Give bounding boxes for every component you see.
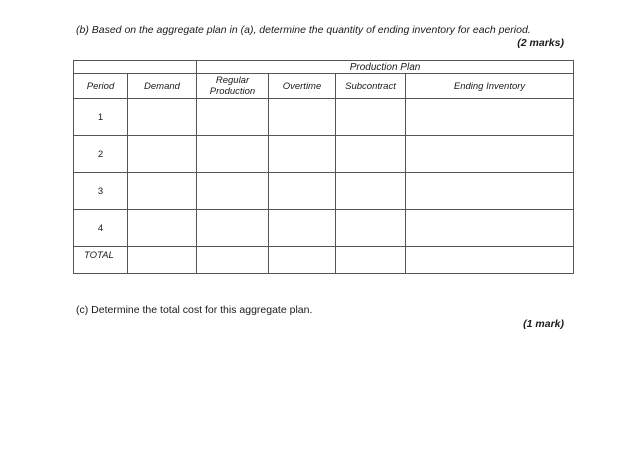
overtime-total-cell: [269, 247, 336, 274]
table-row: [74, 136, 574, 173]
demand-total-cell: [128, 247, 197, 274]
table-row: [74, 173, 574, 210]
demand-cell: [128, 210, 197, 247]
column-header-overtime: Overtime: [269, 74, 336, 99]
subcontract-cell: [336, 136, 406, 173]
subcontract-cell: [336, 99, 406, 136]
question-c-marks: (1 mark): [523, 318, 564, 330]
subcontract-cell: [336, 173, 406, 210]
ending-inventory-total-cell: [406, 247, 574, 274]
regular-production-cell: [197, 136, 269, 173]
period-cell: 3: [74, 173, 128, 210]
column-header-subcontract: Subcontract: [336, 74, 406, 99]
overtime-cell: [269, 99, 336, 136]
regular-production-cell: [197, 210, 269, 247]
demand-cell: [128, 136, 197, 173]
subcontract-total-cell: [336, 247, 406, 274]
column-header-regular-production: Regular Production: [197, 74, 269, 99]
column-header-ending-inventory: Ending Inventory: [406, 74, 574, 99]
production-plan-table: [73, 60, 574, 274]
period-cell: 1: [74, 99, 128, 136]
overtime-cell: [269, 173, 336, 210]
column-header-period: Period: [74, 74, 128, 99]
demand-cell: [128, 99, 197, 136]
period-cell: 2: [74, 136, 128, 173]
overtime-cell: [269, 210, 336, 247]
ending-inventory-cell: [406, 210, 574, 247]
demand-cell: [128, 173, 197, 210]
ending-inventory-cell: [406, 173, 574, 210]
table-row: [74, 99, 574, 136]
total-row: [74, 247, 574, 274]
question-c-text: (c) Determine the total cost for this aggregate plan.: [76, 304, 313, 316]
overtime-cell: [269, 136, 336, 173]
total-label: TOTAL: [74, 247, 128, 274]
question-b-marks: (2 marks): [517, 37, 564, 49]
subcontract-cell: [336, 210, 406, 247]
regular-production-cell: [197, 173, 269, 210]
group-header-blank: [74, 61, 197, 74]
regular-production-total-cell: [197, 247, 269, 274]
period-cell: 4: [74, 210, 128, 247]
question-b-text: (b) Based on the aggregate plan in (a), determine the quantity of ending inventory for each period.: [76, 24, 531, 36]
ending-inventory-cell: [406, 99, 574, 136]
column-header-demand: Demand: [128, 74, 197, 99]
table-row: [74, 210, 574, 247]
production-plan-header: Production Plan: [197, 61, 574, 74]
ending-inventory-cell: [406, 136, 574, 173]
regular-production-cell: [197, 99, 269, 136]
